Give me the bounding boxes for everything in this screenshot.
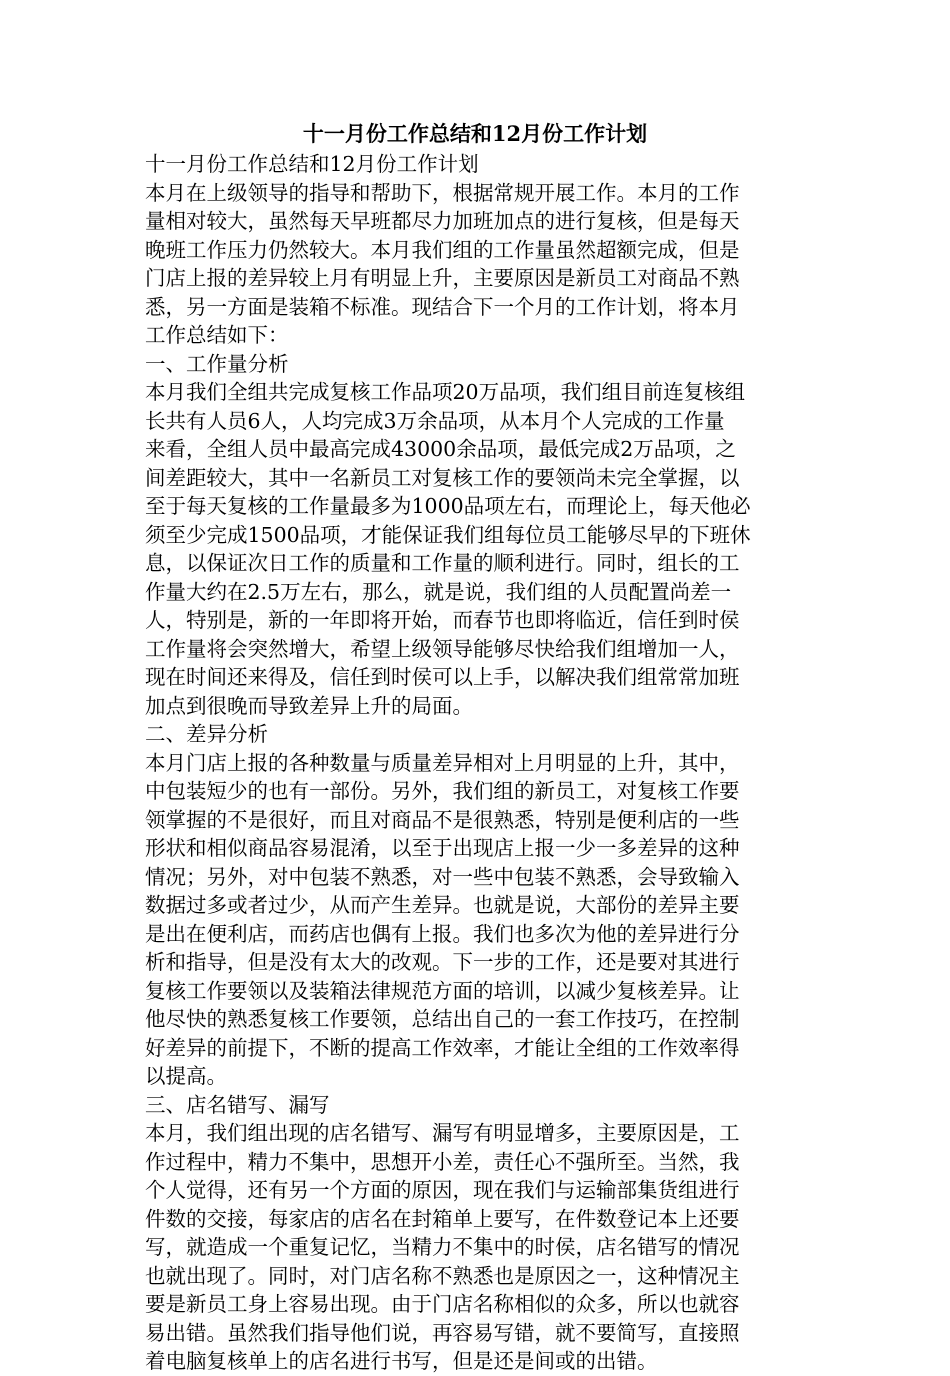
text-line: 情况；另外，对中包装不熟悉，对一些中包装不熟悉，会导致输入: [145, 864, 740, 889]
text-line: 以提高。: [145, 1064, 227, 1088]
text-line: 作过程中，精力不集中，思想开小差，责任心不强所至。当然，我: [145, 1149, 740, 1174]
text-line: 三、店名错写、漏写: [145, 1092, 330, 1117]
text-line: 数据过多或者过少，从而产生差异。也就是说，大部份的差异主要: [145, 893, 740, 917]
text-line: 人，特别是，新的一年即将开始，而春节也即将临近，信任到时侯: [145, 608, 740, 632]
text-line: 领掌握的不是很好，而且对商品不是很熟悉，特别是便利店的一些: [145, 807, 740, 832]
text-line: 加点到很晚而导致差异上升的局面。: [145, 693, 473, 718]
text-line: 至于每天复核的工作量最多为1000品项左右，而理论上，每天他必: [145, 494, 751, 518]
text-line: 本月我们全组共完成复核工作品项20万品项，我们组目前连复核组: [145, 380, 746, 404]
text-line: 易出错。虽然我们指导他们说，再容易写错，就不要简写，直接照: [145, 1320, 740, 1345]
text-line: 晚班工作压力仍然较大。本月我们组的工作量虽然超额完成，但是: [145, 237, 740, 262]
document-page: [145, 118, 805, 1376]
text-line: 中包装短少的也有一部份。另外，我们组的新员工，对复核工作要: [145, 779, 740, 803]
text-line: 长共有人员6人，人均完成3万余品项，从本月个人完成的工作量: [145, 408, 725, 433]
document-body: [145, 150, 805, 1376]
text-line: 是出在便利店，而药店也偶有上报。我们也多次为他的差异进行分: [145, 921, 740, 946]
text-line: 量相对较大，虽然每天早班都尽力加班加点的进行复核，但是每天: [145, 209, 740, 233]
text-line: 个人觉得，还有另一个方面的原因，现在我们与运输部集货组进行: [145, 1178, 740, 1202]
text-line: 门店上报的差异较上月有明显上升，主要原因是新员工对商品不熟: [145, 266, 740, 290]
text-line: 本月在上级领导的指导和帮助下，根据常规开展工作。本月的工作: [145, 180, 740, 205]
text-line: 他尽快的熟悉复核工作要领，总结出自己的一套工作技巧，在控制: [145, 1007, 740, 1031]
text-line: 须至少完成1500品项，才能保证我们组每位员工能够尽早的下班休: [145, 522, 751, 547]
text-line: 悉，另一方面是装箱不标准。现结合下一个月的工作计划，将本月: [145, 294, 740, 319]
text-line: 工作总结如下：: [145, 323, 289, 347]
text-line: 作量大约在2.5万左右，那么，就是说，我们组的人员配置尚差一: [145, 579, 732, 604]
text-line: 着电脑复核单上的店名进行书写，但是还是间或的出错。: [145, 1349, 658, 1373]
text-line: 工作量将会突然增大，希望上级领导能够尽快给我们组增加一人，: [145, 636, 740, 661]
text-line: 现在时间还来得及，信任到时侯可以上手，以解决我们组常常加班: [145, 665, 740, 689]
text-line: 复核工作要领以及装箱法律规范方面的培训，以减少复核差异。让: [145, 978, 740, 1003]
text-line: 本月门店上报的各种数量与质量差异相对上月明显的上升，其中，: [145, 750, 740, 775]
text-line: 好差异的前提下，不断的提高工作效率，才能让全组的工作效率得: [145, 1035, 740, 1060]
text-line: 要是新员工身上容易出现。由于门店名称相似的众多，所以也就容: [145, 1292, 740, 1316]
text-line: 十一月份工作总结和12月份工作计划: [145, 152, 479, 176]
text-line: 件数的交接，每家店的店名在封箱单上要写，在件数登记本上还要: [145, 1206, 740, 1231]
text-line: 一、工作量分析: [145, 351, 289, 376]
text-line: 息，以保证次日工作的质量和工作量的顺利进行。同时，组长的工: [145, 551, 740, 575]
text-line: 析和指导，但是没有太大的改观。下一步的工作，还是要对其进行: [145, 950, 740, 974]
text-line: 也就出现了。同时，对门店名称不熟悉也是原因之一，这种情况主: [145, 1263, 740, 1288]
text-line: 形状和相似商品容易混淆，以至于出现店上报一少一多差异的这种: [145, 836, 740, 860]
text-line: 写，就造成一个重复记忆，当精力不集中的时侯，店名错写的情况: [145, 1235, 740, 1259]
document-title: 十一月份工作总结和12月份工作计划: [302, 121, 648, 146]
text-line: 二、差异分析: [145, 722, 268, 746]
text-line: 来看，全组人员中最高完成43000余品项，最低完成2万品项，之: [145, 437, 736, 461]
text-line: 本月，我们组出现的店名错写、漏写有明显增多，主要原因是，工: [145, 1121, 740, 1145]
text-line: 间差距较大，其中一名新员工对复核工作的要领尚未完全掌握，以: [145, 465, 740, 490]
